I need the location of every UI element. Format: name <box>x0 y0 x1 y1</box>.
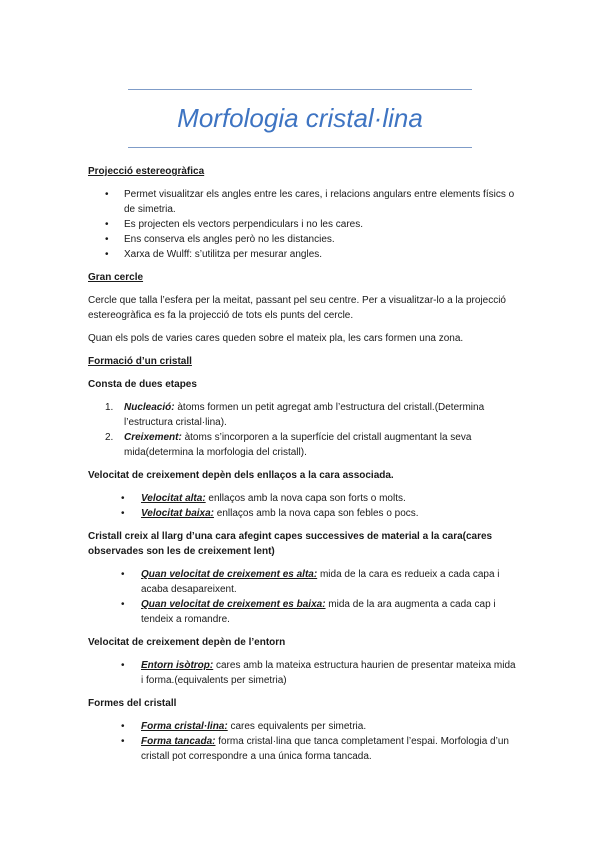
projeccio-list <box>88 187 518 262</box>
definition: enllaços amb la nova capa son forts o molts. <box>205 493 406 504</box>
term: Quan velocitat de creixement es alta: <box>141 569 318 580</box>
forms-list <box>88 719 518 764</box>
document-body <box>88 164 518 772</box>
definition: àtoms formen un petit agregat amb l’estructura del cristall.(Determina l’estructura cristal·lina). <box>124 402 485 428</box>
term: Quan velocitat de creixement es baixa: <box>141 599 326 610</box>
list-item <box>88 430 518 460</box>
definition: cares equivalents per simetria. <box>227 721 367 732</box>
list-item <box>88 658 518 688</box>
list-item: • Xarxa de Wulff: s’utilitza per mesurar angles. <box>88 247 518 262</box>
list-item <box>88 597 518 627</box>
subheading-velocitat-enllacos: Velocitat de creixement depèn dels enllaços a la cara associada. <box>88 470 394 481</box>
paragraph: Quan els pols de varies cares queden sobre el mateix pla, les cars formen una zona. <box>88 333 464 344</box>
paragraph: Cercle que talla l’esfera per la meitat, passant pel seu centre. Per a visualitzar-lo a la projecció estereogràfica es fa la projecció de tots els punts del cercle. <box>88 295 506 321</box>
list-item: • Es projecten els vectors perpendiculars i no les cares. <box>88 217 518 232</box>
speed-list <box>88 491 518 521</box>
term: Nucleació: <box>124 402 175 413</box>
list-item: • Permet visualitzar els angles entre les cares, i relacions angulars entre elements físics o de simetria. <box>88 187 518 217</box>
term: Velocitat alta: <box>141 493 206 504</box>
term: Creixement: <box>124 432 182 443</box>
subheading-cristall-creix: Cristall creix al llarg d’una cara afegint capes successives de material a la cara(cares observades son les de creixement lent) <box>88 531 493 557</box>
env-list <box>88 658 518 688</box>
heading-formacio: Formació d’un cristall <box>88 356 192 367</box>
definition: àtoms s’incorporen a la superfície del cristall augmentant la seva mida(determina la morfologia del cristall). <box>124 432 472 458</box>
title-bottom-rule <box>128 147 472 148</box>
list-item <box>88 506 518 521</box>
term: Forma cristal·lina: <box>141 721 228 732</box>
definition: cares amb la mateixa estructura haurien de presentar mateixa mida i forma.(equivalents per simetria) <box>141 660 516 686</box>
definition: enllaços amb la nova capa son febles o pocs. <box>214 508 419 519</box>
list-item <box>88 491 518 506</box>
page-title: Morfologia cristal·lina <box>177 103 423 133</box>
list-item <box>88 734 518 764</box>
list-item <box>88 719 518 734</box>
subheading-entorn: Velocitat de creixement depèn de l’entorn <box>88 637 286 648</box>
term: Velocitat baixa: <box>141 508 214 519</box>
list-number: 2. <box>105 432 114 443</box>
term: Entorn isòtrop: <box>141 660 214 671</box>
list-number: 1. <box>105 402 114 413</box>
subheading-formes: Formes del cristall <box>88 698 177 709</box>
subheading-etapes: Consta de dues etapes <box>88 379 197 390</box>
heading-projeccio: Projecció estereogràfica <box>88 166 205 177</box>
list-item: • Ens conserva els angles però no les distancies. <box>88 232 518 247</box>
definition: mida de la cara es redueix a cada capa i acaba desapareixent. <box>141 569 500 595</box>
growth-list <box>88 567 518 627</box>
steps-list <box>88 400 518 460</box>
term: Forma tancada: <box>141 736 216 747</box>
title-top-rule <box>128 89 472 90</box>
definition: forma cristal·lina que tanca completament l’espai. Morfologia d’un cristall pot correspondre a una única forma tancada. <box>141 736 509 762</box>
list-item <box>88 400 518 430</box>
definition: mida de la ara augmenta a cada cap i tendeix a romandre. <box>141 599 496 625</box>
list-item <box>88 567 518 597</box>
heading-gran-cercle: Gran cercle <box>88 272 144 283</box>
